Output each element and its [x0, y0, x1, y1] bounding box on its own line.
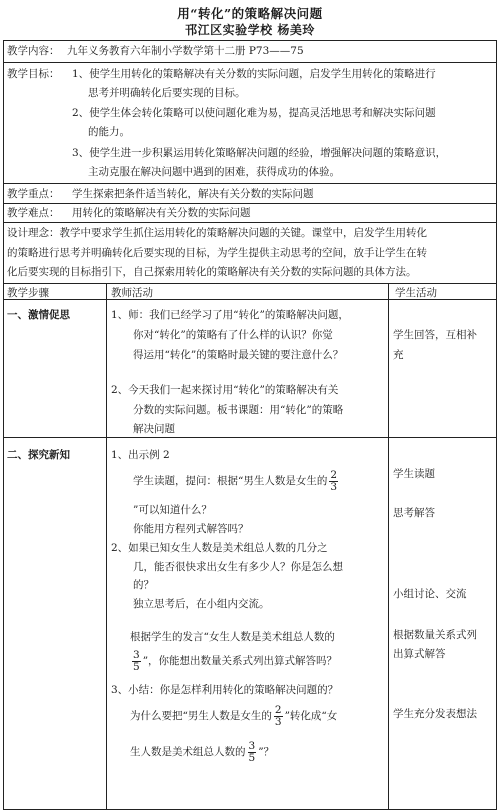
student-line: 学生回答，互相补	[393, 329, 477, 341]
goal-line: 2、使学生体会转化策略可以使问题化难为易，提高灵活地思考和解决实际问题	[72, 107, 436, 119]
teacher-line: 得运用“转化”的策略时最关键的要注意什么？	[133, 349, 344, 361]
teacher-line: 的？	[133, 579, 154, 591]
teacher-line	[130, 737, 274, 767]
row-divider	[3, 437, 497, 438]
teacher-line: 你对“转化”的策略有了什么样的认识？你觉	[133, 329, 333, 341]
teacher-text: ”转化成“女	[284, 710, 338, 722]
page-title: 用“转化”的策略解决问题	[177, 6, 323, 21]
row-divider	[3, 62, 497, 63]
difficulty-label: 教学难点：	[7, 207, 60, 219]
goal-line: 3、使学生进一步积累运用转化策略解决问题的经验，增强解决问题的策略意识，	[72, 147, 447, 159]
fraction-two-thirds: $\frac{2}{3}$	[274, 703, 282, 728]
row-divider	[3, 203, 497, 204]
content-text: 九年义务教育六年制小学数学第十二册 P73——75	[67, 45, 304, 57]
design-line: 的策略进行思考并明确转化后要实现的目标，为学生提供主动思考的空间，放手让学生在转	[7, 247, 427, 259]
teacher-line	[130, 701, 337, 731]
goal-line: 主动克服在解决问题中遇到的困难，获得成功的体验。	[88, 166, 340, 178]
goal-line: 的能力。	[88, 126, 130, 138]
student-line: 出算式解答	[393, 648, 446, 660]
content-label: 教学内容：	[7, 45, 60, 57]
teacher-text: 学生读题，提问：根据“男生人数是女生的	[133, 475, 328, 487]
step-1-title: 一、激情促思	[7, 309, 70, 321]
teacher-line: 独立思考后，在小组内交流。	[133, 598, 270, 610]
student-line: 思考解答	[393, 507, 435, 519]
difficulty-text: 用转化的策略解决有关分数的实际问题	[72, 207, 251, 219]
teacher-line	[130, 646, 337, 676]
goal-line: 1、使学生用转化的策略解决有关分数的实际问题，启发学生用转化的策略进行	[72, 68, 436, 80]
design-line: 设计理念：教学中要求学生抓住运用转化的策略解决问题的关键。课堂中，启发学生用转化	[7, 227, 427, 239]
teacher-line: 1、出示例 2	[111, 449, 170, 461]
teacher-line: 分数的实际问题。板书课题：用“转化”的策略	[133, 404, 344, 416]
design-line: 化后要实现的目标指引下，自己探索用转化的策略解决有关分数的实际问题的具体方法。	[7, 266, 417, 278]
teacher-line	[133, 466, 340, 496]
goals-label: 教学目标：	[7, 68, 60, 80]
teacher-text: 生人数是美术组总人数的	[130, 746, 246, 758]
header-student: 学生活动	[395, 287, 437, 299]
teacher-text: 为什么要把“男生人数是女生的	[130, 710, 272, 722]
row-divider	[3, 222, 497, 223]
teacher-line: 2、今天我们一起来探讨用“转化”的策略解决有关	[111, 384, 339, 396]
teacher-line: 1、师：我们已经学习了用“转化”的策略解决问题，	[111, 309, 349, 321]
student-line: 小组讨论、交流	[393, 588, 467, 600]
fraction-two-thirds: $\frac{2}{3}$	[330, 468, 338, 493]
teacher-line: 解决问题	[133, 423, 175, 435]
teacher-text: ”，你能想出数量关系式列出算式解答吗？	[142, 655, 338, 667]
student-line: 根据数量关系式列	[393, 629, 477, 641]
teacher-line: 根据学生的发言“女生人数是美术组总人数的	[130, 631, 335, 643]
teacher-text: ”？	[258, 746, 275, 758]
header-teacher: 教师活动	[111, 287, 153, 299]
row-divider	[3, 183, 497, 184]
student-line: 学生读题	[393, 468, 435, 480]
header-steps: 教学步骤	[7, 287, 49, 299]
fraction-three-fifths: $\frac{3}{5}$	[248, 739, 256, 764]
teacher-line: ”可以知道什么？	[133, 504, 212, 516]
school-author: 邗江区实验学校 杨美玲	[185, 23, 315, 37]
fraction-three-fifths: $\frac{3}{5}$	[133, 648, 140, 673]
student-line: 学生充分发表想法	[393, 708, 477, 720]
teacher-line: 几，能否很快求出女生有多少人？你是怎么想	[133, 561, 343, 573]
column-divider	[106, 283, 107, 810]
teacher-line: 3、小结：你是怎样利用转化的策略解决问题的？	[111, 684, 339, 696]
student-line: 充	[393, 349, 404, 361]
column-divider	[388, 283, 389, 810]
teacher-line: 2、如果已知女生人数是美术组总人数的几分之	[111, 542, 328, 554]
step-2-title: 二、探究新知	[7, 449, 70, 461]
key-point-text: 学生探索把条件适当转化，解决有关分数的实际问题	[72, 188, 314, 200]
teacher-line: 你能用方程列式解答吗？	[133, 523, 249, 535]
key-point-label: 教学重点：	[7, 188, 60, 200]
goal-line: 思考并明确转化后要实现的目标。	[88, 87, 246, 99]
row-divider	[3, 283, 497, 284]
